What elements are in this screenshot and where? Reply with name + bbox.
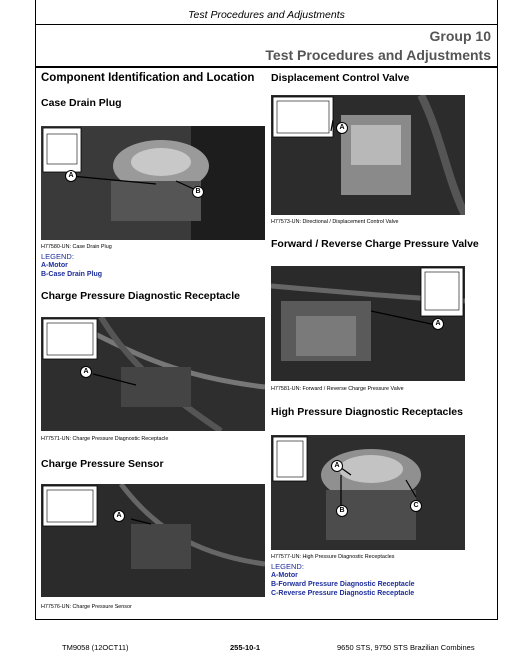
- footer-right: 9650 STS, 9750 STS Brazilian Combines: [337, 643, 475, 652]
- high-pressure-legend: [271, 562, 415, 598]
- fwd-rev-caption: H77581-UN: Forward / Reverse Charge Pressure Valve: [271, 386, 404, 392]
- displacement-photo: [271, 95, 465, 215]
- header-rule: [36, 66, 497, 68]
- legend-title: LEGEND:: [41, 252, 74, 261]
- charge-diag-heading: Charge Pressure Diagnostic Receptacle: [41, 290, 240, 302]
- legend-item: C-Reverse Pressure Diagnostic Receptacle: [271, 590, 415, 597]
- section-title: Test Procedures and Adjustments: [265, 47, 491, 63]
- displacement-heading: Displacement Control Valve: [271, 72, 410, 84]
- callout-c: C: [410, 500, 422, 512]
- main-heading: Component Identification and Location: [41, 72, 255, 84]
- callout-a: A: [65, 170, 77, 182]
- charge-diag-photo: [41, 317, 265, 431]
- high-pressure-heading: High Pressure Diagnostic Receptacles: [271, 406, 463, 418]
- callout-a: A: [331, 460, 343, 472]
- callout-a: A: [113, 510, 125, 522]
- legend-title: LEGEND:: [271, 562, 304, 571]
- callout-a: A: [432, 318, 444, 330]
- charge-diag-caption: H77571-UN: Charge Pressure Diagnostic Receptacle: [41, 436, 169, 442]
- group-title: Group 10: [429, 28, 491, 44]
- case-drain-legend: [41, 252, 102, 279]
- displacement-caption: H77573-UN: Directional / Displacement Control Valve: [271, 219, 399, 225]
- case-drain-heading: Case Drain Plug: [41, 97, 122, 109]
- case-drain-caption: H77580-UN: Case Drain Plug: [41, 244, 112, 250]
- charge-sensor-caption: H77576-UN: Charge Pressure Sensor: [41, 604, 132, 610]
- charge-sensor-heading: Charge Pressure Sensor: [41, 458, 164, 470]
- callout-a: A: [336, 122, 348, 134]
- legend-item: A-Motor: [271, 572, 298, 579]
- legend-item: A-Motor: [41, 262, 68, 269]
- legend-item: B-Case Drain Plug: [41, 271, 103, 278]
- case-drain-photo: [41, 126, 265, 240]
- fwd-rev-heading: Forward / Reverse Charge Pressure Valve: [271, 238, 479, 250]
- callout-b: B: [336, 505, 348, 517]
- running-head: Test Procedures and Adjustments: [36, 9, 497, 25]
- footer-left: TM9058 (12OCT11): [62, 643, 129, 652]
- callout-b: B: [192, 186, 204, 198]
- callout-a: A: [80, 366, 92, 378]
- charge-sensor-photo: [41, 484, 265, 597]
- high-pressure-caption: H77577-UN: High Pressure Diagnostic Receptacles: [271, 554, 395, 560]
- footer-center: 255-10-1: [230, 643, 261, 652]
- high-pressure-photo: [271, 435, 465, 550]
- legend-item: B-Forward Pressure Diagnostic Receptacle: [271, 581, 415, 588]
